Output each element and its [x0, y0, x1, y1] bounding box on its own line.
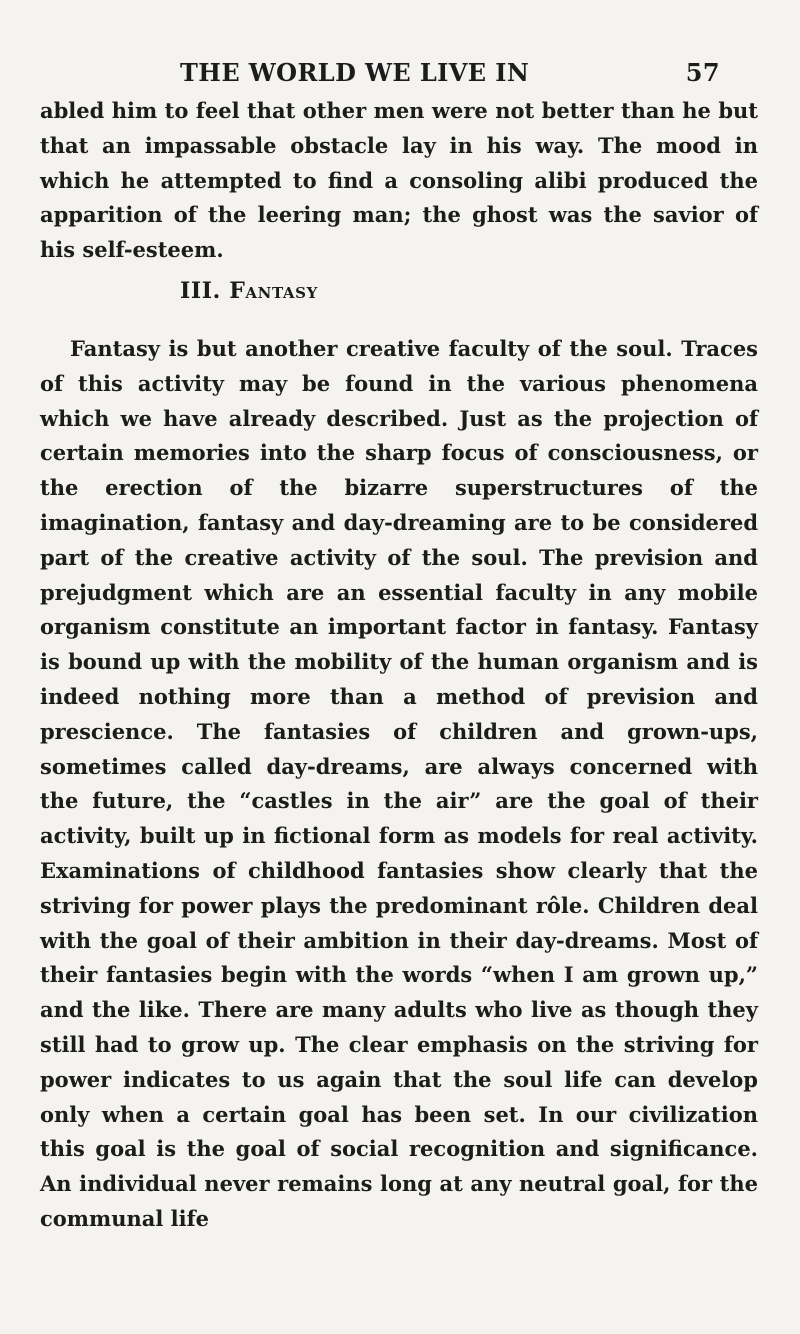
running-head: [180, 58, 720, 98]
page-number: 57: [685, 58, 720, 87]
main-paragraph: Fantasy is but another creative faculty of the soul. Traces of this activity may be found in the various phenomena which we have already described. Just as the projection of certain memories into the sharp focus of consciousness, or the erection of the bizarre superstructures of the imagination, fantasy and day-dreaming are to be considered part of the creative activity of the soul. The prevision and prejudgment which are an essential faculty in any mobile organism constitute an important factor in fantasy. Fantasy is bound up with the mobility of the human organism and is indeed nothing more than a method of prevision and prescience. The fantasies of children and grown-ups, sometimes called day-dreams, are always concerned with the future, the “castles in the air” are the goal of their activity, built up in fictional form as models for real activity. Examinations of childhood fantasies show clearly that the striving for power plays the predominant rôle. Children deal with the goal of their ambition in their day-dreams. Most of their fantasies begin with the words “when I am grown up,” and the like. There are many adults who live as though they still had to grow up. The clear emphasis on the striving for power indicates to us again that the soul life can develop only when a certain goal has been set. In our civilization this goal is the goal of social recognition and significance. An individual never remains long at any neutral goal, for the communal life: [40, 336, 758, 1231]
section-heading: III. Fantasy: [180, 278, 318, 304]
running-title: THE WORLD WE LIVE IN: [180, 58, 530, 87]
continued-paragraph: abled him to feel that other men were not better than he but that an impassable obstacle lay in his way. The mood in which he attempted to find a consoling alibi produced the apparition of the leering man; the ghost was the savior of his self-esteem.: [40, 98, 758, 263]
